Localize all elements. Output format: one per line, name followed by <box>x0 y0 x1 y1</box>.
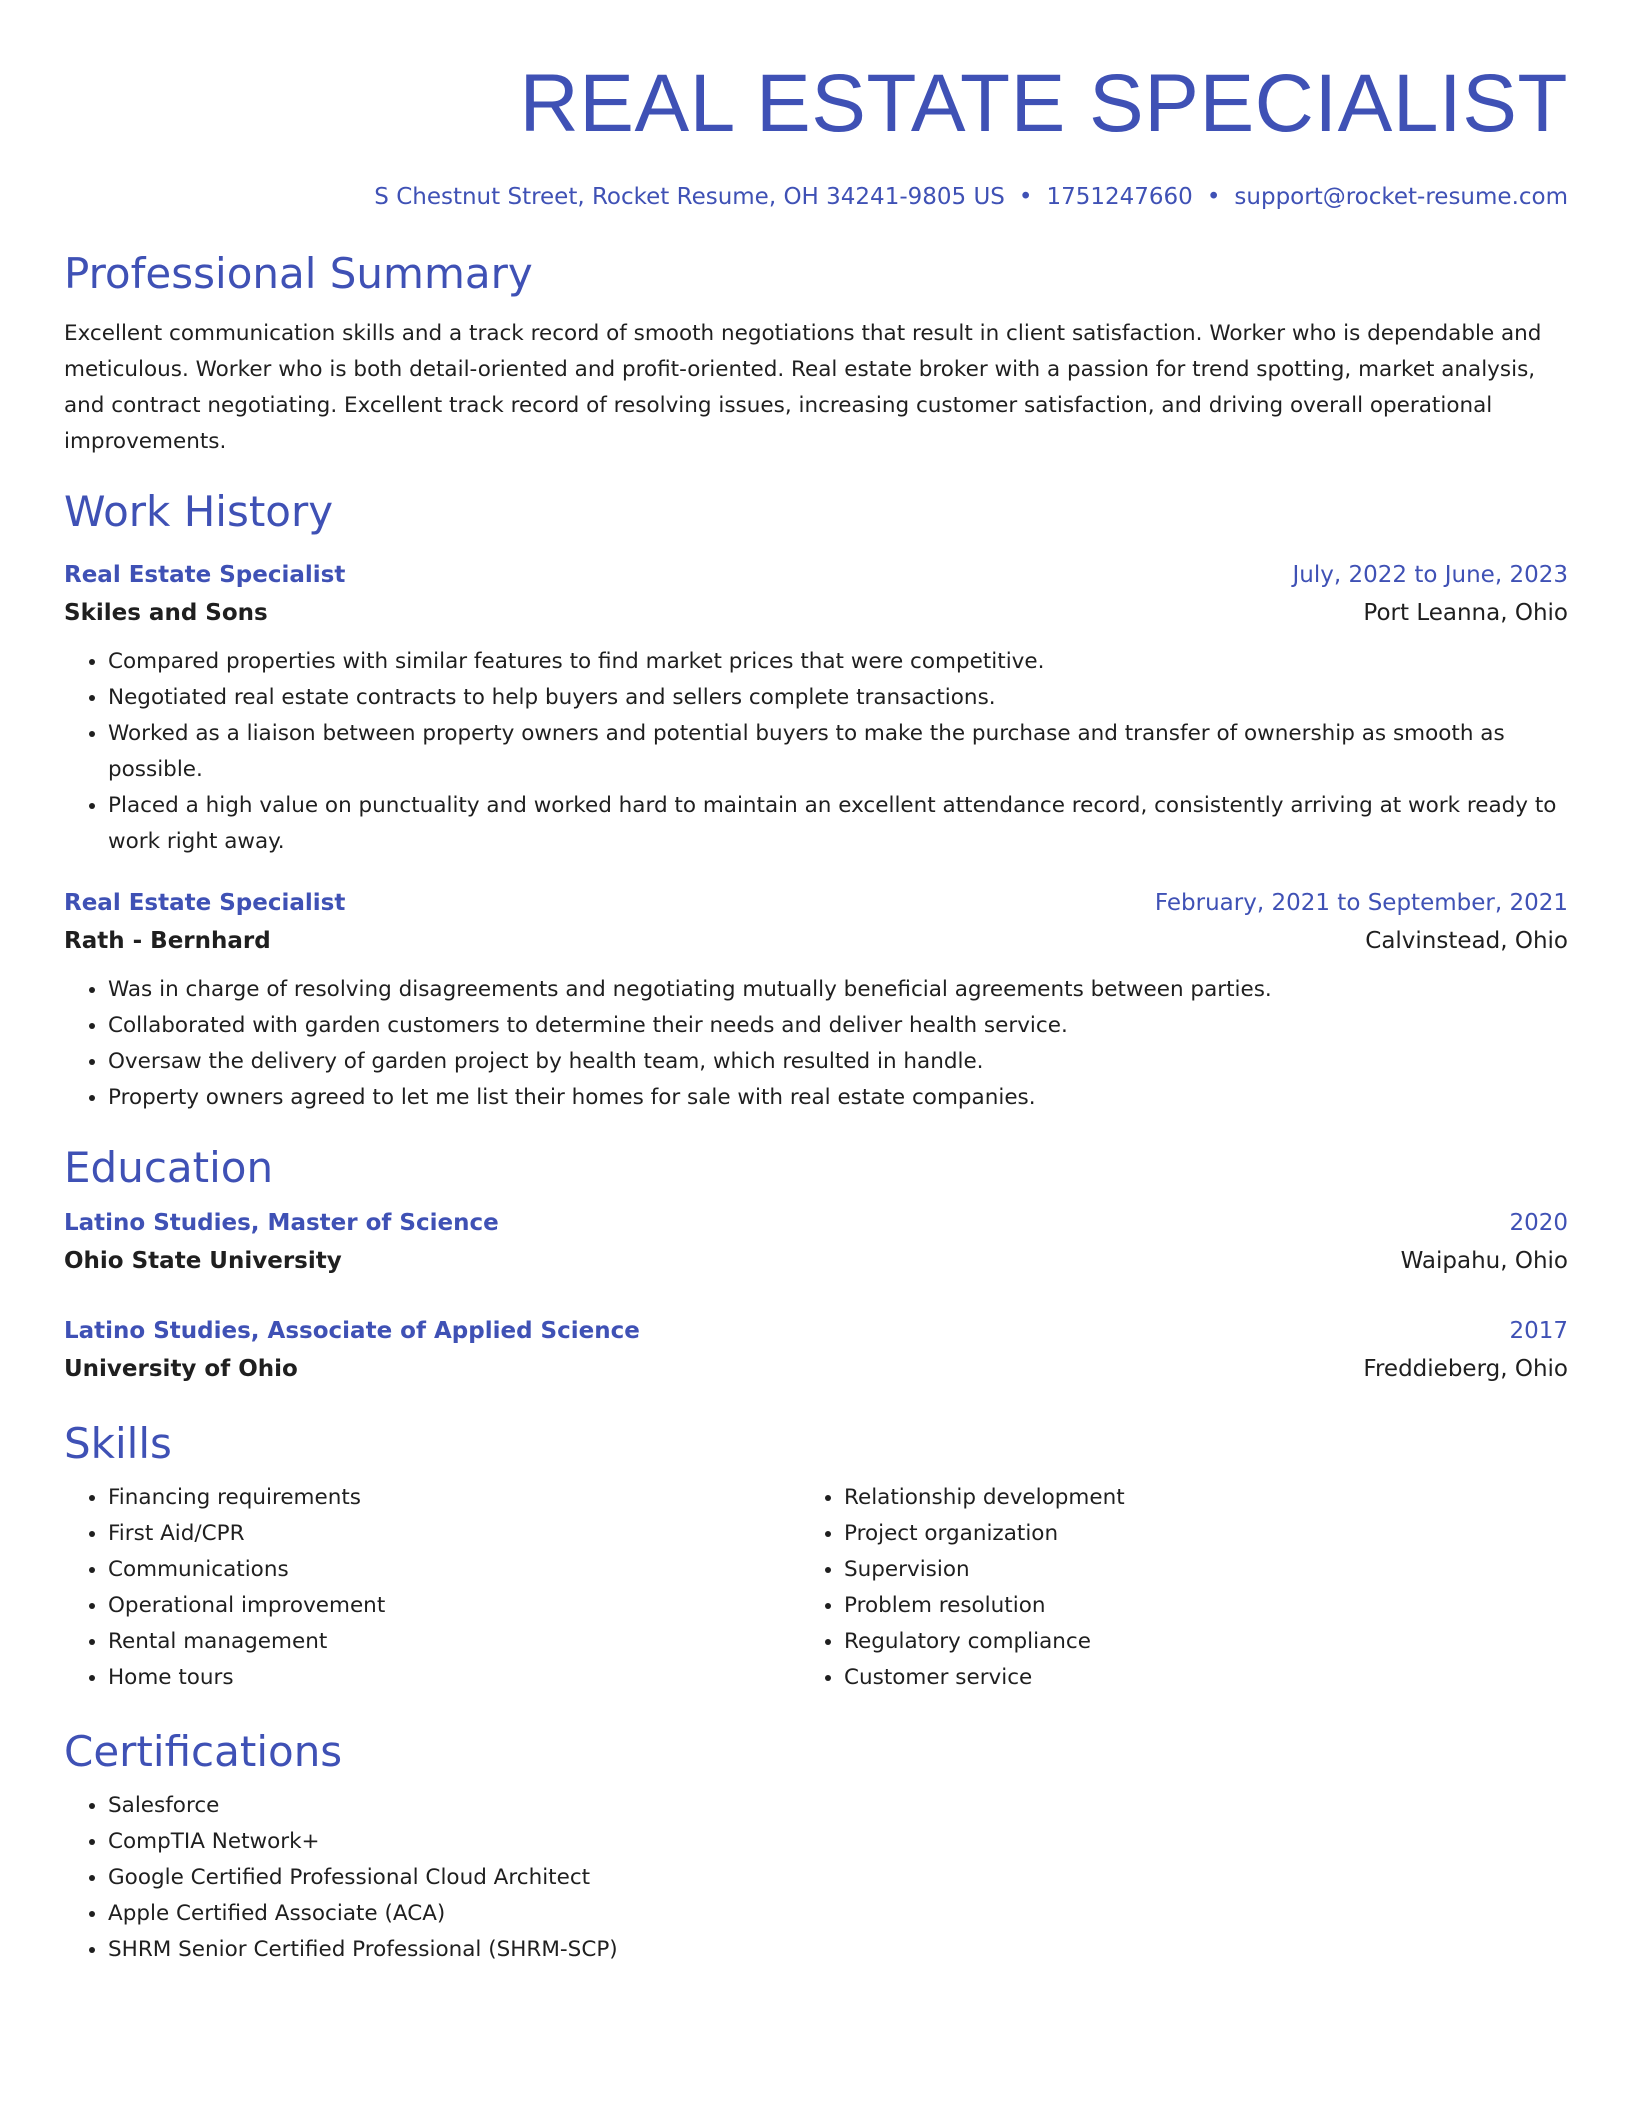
job-duty-item: • Collaborated with garden customers to determine their needs and deliver health service. <box>108 1008 1568 1044</box>
contact-separator: • <box>1018 184 1033 210</box>
education-entry <box>64 1312 1568 1388</box>
graduation-year: 2020 <box>1509 1210 1568 1236</box>
skill-item: • Customer service <box>844 1660 1536 1696</box>
skill-item: • Project organization <box>844 1516 1536 1552</box>
candidate-title: REAL ESTATE SPECIALIST <box>519 58 1568 149</box>
school-name: University of Ohio <box>64 1356 298 1382</box>
section-title-certifications: Certifications <box>64 1727 343 1776</box>
skill-item: • First Aid/CPR <box>108 1516 800 1552</box>
job-duty-item: • Was in charge of resolving disagreements and negotiating mutually beneficial agreements between parties. <box>108 972 1568 1008</box>
degree-name: Latino Studies, Master of Science <box>64 1210 499 1236</box>
work-entry-subheader <box>64 594 1568 632</box>
work-entry-subheader <box>64 922 1568 960</box>
contact-phone: 1751247660 <box>1046 184 1193 210</box>
job-duties-list <box>64 644 1568 860</box>
skill-item: • Operational improvement <box>108 1588 800 1624</box>
summary-text: Excellent communication skills and a track record of smooth negotiations that result in client satisfaction. Worker who is dependable and meticulous. Worker who is both detail-oriented and profit-oriented. Real estate broker with a passion for trend spotting, market analysis, and contract negotiating. Excellent track record of resolving issues, increasing customer satisfaction, and driving overall operational improvements. <box>64 321 1542 454</box>
skill-item: • Relationship development <box>844 1480 1536 1516</box>
school-name: Ohio State University <box>64 1248 342 1274</box>
school-location: Freddieberg, Ohio <box>1363 1356 1568 1382</box>
certification-item: • Salesforce <box>108 1788 1568 1824</box>
job-duty-item: • Negotiated real estate contracts to help buyers and sellers complete transactions. <box>108 680 1568 716</box>
company-name: Rath - Bernhard <box>64 928 271 954</box>
education-entry <box>64 1204 1568 1280</box>
education-entry-subheader <box>64 1242 1568 1280</box>
work-entry <box>64 556 1568 860</box>
skill-item: • Home tours <box>108 1660 800 1696</box>
skill-item: • Communications <box>108 1552 800 1588</box>
job-duty-item: • Worked as a liaison between property owners and potential buyers to make the purchase and transfer of ownership as smooth as possible. <box>108 716 1568 788</box>
section-title-professional-summary: Professional Summary <box>64 249 533 298</box>
work-entry-header <box>64 884 1568 922</box>
work-entry-header <box>64 556 1568 594</box>
job-duty-item: • Compared properties with similar features to find market prices that were competitive. <box>108 644 1568 680</box>
job-dates: February, 2021 to September, 2021 <box>1154 890 1568 916</box>
skills-column-right <box>800 1480 1536 1696</box>
certification-item: • CompTIA Network+ <box>108 1824 1568 1860</box>
section-title-skills: Skills <box>64 1419 172 1468</box>
certification-item: • Google Certified Professional Cloud Architect <box>108 1860 1568 1896</box>
company-name: Skiles and Sons <box>64 600 268 626</box>
job-location: Port Leanna, Ohio <box>1363 600 1568 626</box>
job-duty-item: • Placed a high value on punctuality and worked hard to maintain an excellent attendance record, consistently arriving at work ready to work right away. <box>108 788 1568 860</box>
job-duties-list <box>64 972 1568 1116</box>
skills-column-left <box>64 1480 800 1696</box>
education-entry-subheader <box>64 1350 1568 1388</box>
section-title-work-history: Work History <box>64 487 334 536</box>
job-dates: July, 2022 to June, 2023 <box>1292 562 1568 588</box>
job-location: Calvinstead, Ohio <box>1365 928 1568 954</box>
contact-separator: • <box>1206 184 1221 210</box>
education-entry-header <box>64 1204 1568 1242</box>
skill-item: • Financing requirements <box>108 1480 800 1516</box>
school-location: Waipahu, Ohio <box>1400 1248 1568 1274</box>
certification-item: • Apple Certified Associate (ACA) <box>108 1896 1568 1932</box>
certifications-list <box>64 1788 1568 1968</box>
certification-item: • SHRM Senior Certified Professional (SHRM-SCP) <box>108 1932 1568 1968</box>
degree-name: Latino Studies, Associate of Applied Science <box>64 1318 640 1344</box>
job-title: Real Estate Specialist <box>64 890 346 916</box>
graduation-year: 2017 <box>1509 1318 1568 1344</box>
skills-grid <box>64 1480 1568 1696</box>
work-entry <box>64 884 1568 1116</box>
skill-item: • Regulatory compliance <box>844 1624 1536 1660</box>
section-title-education: Education <box>64 1143 274 1192</box>
contact-email: support@rocket-resume.com <box>1234 184 1568 210</box>
skill-item: • Problem resolution <box>844 1588 1536 1624</box>
skill-item: • Rental management <box>108 1624 800 1660</box>
contact-address: S Chestnut Street, Rocket Resume, OH 34241-9805 US <box>374 184 1005 210</box>
contact-line <box>64 182 1568 212</box>
education-entry-header <box>64 1312 1568 1350</box>
skill-item: • Supervision <box>844 1552 1536 1588</box>
resume-header <box>64 56 1568 212</box>
job-title: Real Estate Specialist <box>64 562 346 588</box>
job-duty-item: • Oversaw the delivery of garden project by health team, which resulted in handle. <box>108 1044 1568 1080</box>
job-duty-item: • Property owners agreed to let me list their homes for sale with real estate companies. <box>108 1080 1568 1116</box>
